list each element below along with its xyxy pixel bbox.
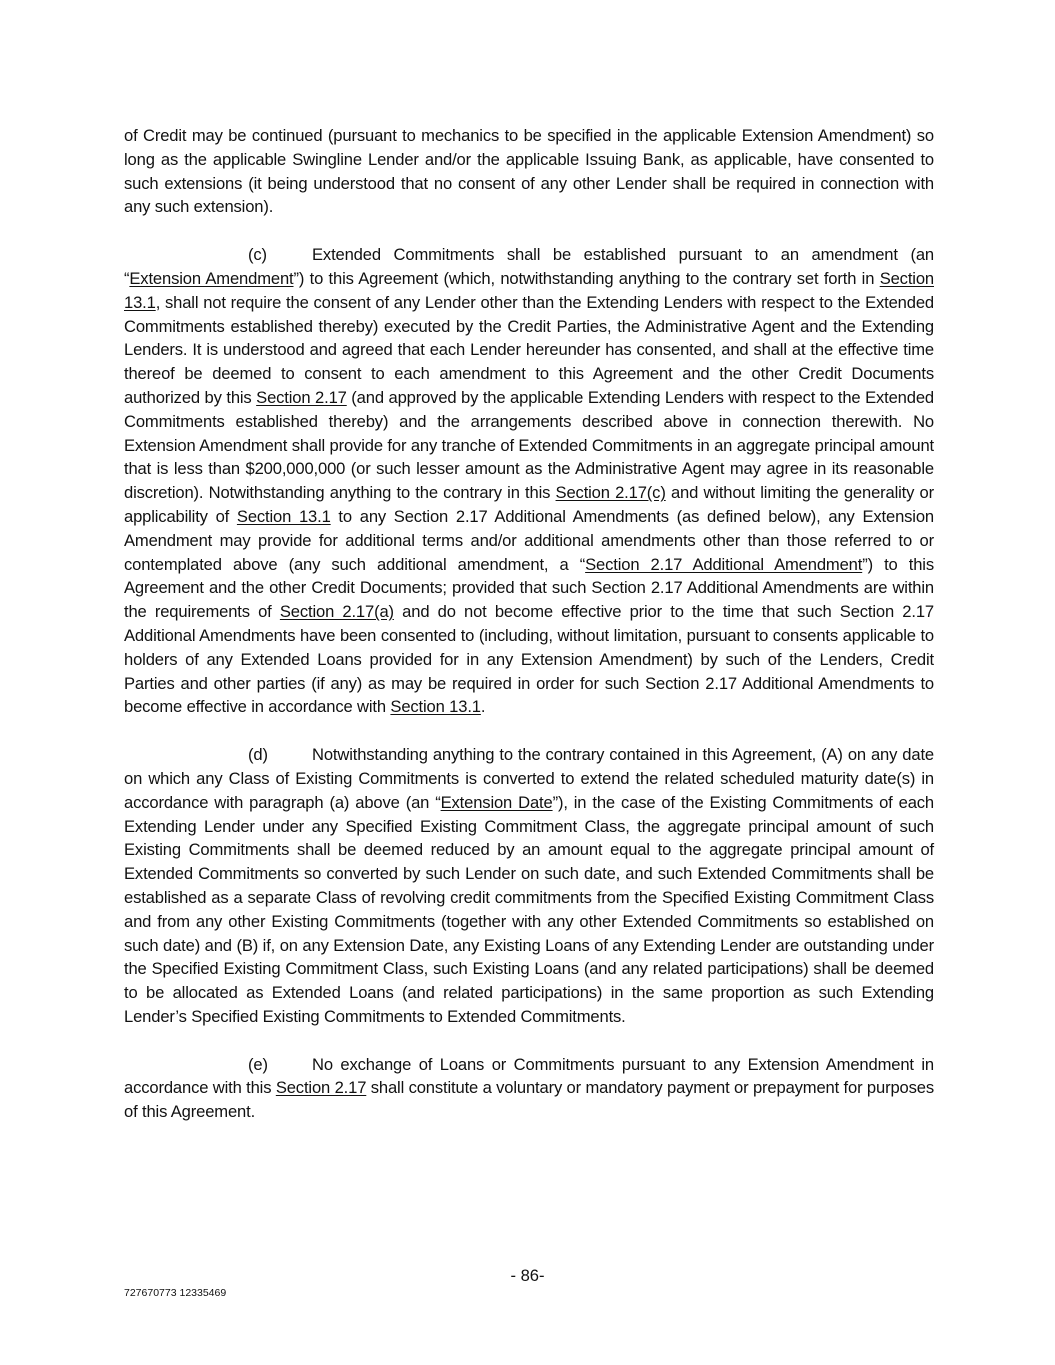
section-reference[interactable]: Section 2.17 [275, 1078, 367, 1098]
paragraph-c [124, 243, 934, 719]
document-id: 727670773 12335469 [124, 1287, 227, 1299]
document-body [124, 124, 934, 1148]
paragraph-text: Notwithstanding anything to the contrary contained in this Agreement, (A) on any date on which any Class of Existing Commitments is converted to extend the related scheduled maturity date(s) in accordance with paragraph (a) above (an “ [124, 745, 934, 812]
paragraph-d [124, 743, 934, 1029]
paragraph-marker: (e) [248, 1054, 268, 1074]
section-reference[interactable]: Section 2.17 [256, 387, 347, 407]
paragraph-text: to any Section 2.17 Additional Amendments (as defined below), any Extension Amendment may provide for additional terms and/or additional amendments other than those referred to or contemplated above (any such additional amendment, a “ [124, 506, 934, 574]
paragraph-e [124, 1053, 934, 1124]
section-reference[interactable]: Section 13.1 [390, 697, 481, 717]
paragraph-text: shall constitute a voluntary or mandatory payment or prepayment for purposes of this Agreement. [124, 1078, 934, 1122]
paragraph-text: No exchange of Loans or Commitments pursuant to any Extension Amendment in accordance with this [124, 1054, 934, 1098]
section-reference[interactable]: Section 2.17(a) [279, 602, 394, 622]
paragraph-marker: (c) [248, 245, 267, 265]
page-number: - 86- [510, 1266, 545, 1285]
paragraph-text: ”) to this Agreement and the other Credit Documents; provided that such Section 2.17 Additional Amendments are within the requirements of [124, 554, 934, 622]
paragraph-text: ”) to this Agreement (which, notwithstanding anything to the contrary set forth in [293, 268, 880, 288]
paragraph-marker: (d) [248, 745, 268, 765]
paragraph-text: . [480, 697, 486, 717]
paragraph-text: , shall not require the consent of any Lender other than the Extending Lenders with respect to the Extended Commitments established thereby) executed by the Credit Parties, the Administrative Agent and the Extending Lenders. It is understood and agreed that each Lender hereunder has consented, and shall at the effective time thereof be deemed to consent to each amendment to this Agreement and the other Credit Documents authorized by this [124, 292, 934, 407]
paragraph-text: ”), in the case of the Existing Commitments of each Extending Lender under any Specified Existing Commitment Class, the aggregate principal amount of such Existing Commitments shall be deemed reduced by an amount equal to the aggregate principal amount of Extended Commitments so converted by such Lender on such date, and such Extended Commitments shall be established as a separate Class of revolving credit commitments from the Specified Existing Commitment Class and from any other Existing Commitments (together with any other Extended Commitments so established on such date) and (B) if, on any Extension Date, any Existing Loans of any Extending Lender are outstanding under the Specified Existing Commitment Class, such Existing Loans (and any related participations) shall be deemed to be allocated as Extended Loans (and related participations) in the same proportion as such Extending Lender’s Specified Existing Commitments to Extended Commitments. [124, 792, 935, 1026]
defined-term-extension-date: Extension Date [440, 792, 553, 812]
paragraph-text: and without limiting the generality or applicability of [124, 483, 934, 526]
section-reference[interactable]: Section 13.1 [124, 268, 934, 312]
section-reference[interactable]: Section 13.1 [236, 506, 331, 526]
defined-term-extension-amendment: Extension Amendment [129, 268, 294, 288]
paragraph-text: and do not become effective prior to the time that such Section 2.17 Additional Amendments have been consented to (including, without limitation, pursuant to consents applicable to holders of any Extended Loans provided for in any Extension Amendment) by such of the Lenders, Credit Parties and other parties (if any) as may be required in order for such Section 2.17 Additional Amendments to become effective in accordance with [124, 602, 935, 717]
paragraph-text: (and approved by the applicable Extending Lenders with respect to the Extended Commitments established thereby) and the arrangements described above in connection therewith. No Extension Amendment shall provide for any tranche of Extended Commitments in an aggregate principal amount that is less than $200,000,000 (or such lesser amount as the Administrative Agent may agree in its reasonable discretion). Notwithstanding anything to the contrary in this [124, 387, 934, 503]
defined-term-additional-amendment: Section 2.17 Additional Amendment [585, 554, 863, 574]
paragraph-b-continuation [124, 124, 934, 219]
paragraph-text: of Credit may be continued (pursuant to mechanics to be specified in the applicable Extension Amendment) so long as the applicable Swingline Lender and/or the applicable Issuing Bank, as applicable, have consented to such extensions (it being understood that no consent of any other Lender shall be required in connection with any such extension). [124, 126, 934, 217]
section-reference[interactable]: Section 2.17(c) [555, 483, 666, 503]
paragraph-text: Extended Commitments shall be established pursuant to an amendment (an “ [124, 245, 934, 288]
